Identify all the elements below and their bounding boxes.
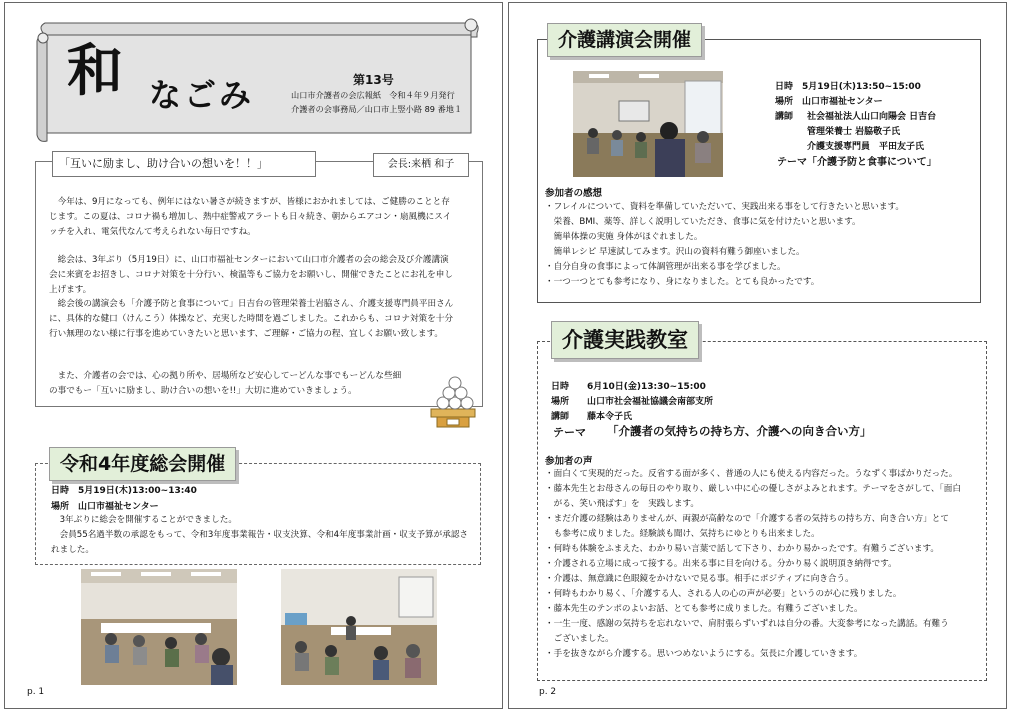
message-paragraph-1: 今年は、9月になっても、例年にはない暑さが続きますが、皆様におかれましては、ご健勝のことと存じます。この夏は、コロナ禍も増加し、熱中症警戒アラートも日々続き、朝からエアコン・扇風機にスイッチを入れ、電気代なんて考えられない毎日ですね。 <box>49 197 452 237</box>
practice-lecturer: 講師 藤本令子氏 <box>551 412 633 422</box>
message-paragraph-2: 総会は、3年ぶり（5月19日）に、山口市福祉センターにおいて山口市介護者の会の総会及び介護講演会に来賓をお招きし、コロナ対策を十分行い、検温等もご協力をお願いし、開催できたことにお礼を申し上げます。 <box>49 255 453 295</box>
lecture-lecturer-2: 管理栄養士 岩脇敬子氏 <box>807 127 901 137</box>
practice-date: 日時 6月10日(金)13:30~15:00 <box>551 382 706 392</box>
voice-item: ・一生一度、感謝の気持ちを忘れないで、肩肘張らずいずれは自分の番。大変参考になった講話。有難う <box>545 619 949 629</box>
voices-title: 参加者の声 <box>545 456 593 467</box>
logo-kanji: 和 <box>67 38 123 104</box>
voice-item: ございました。 <box>545 634 614 644</box>
lecture-date: 日時 5月19日(木)13:50~15:00 <box>775 82 921 92</box>
logo-kana: なごみ <box>149 76 255 114</box>
impression-item: 栄養、BMI、薬等、詳しく説明していただき、食事に気を付けたいと思います。 <box>545 217 861 227</box>
page-number-1: p. 1 <box>27 687 45 697</box>
lecture-lecturer-1: 社会福祉法人山口向陽会 日吉台 <box>807 112 937 122</box>
lecture-lecturer-label: 講師 <box>775 112 794 122</box>
voice-item: ・まだ介護の経験はありませんが、両親が高齢なので「介護する者の気持ちの持ち方、向き合い方」とて <box>545 514 949 524</box>
voice-item: ・介護は、無意識に色眼鏡をかけないで見る事。相手にポジティブに向き合う。 <box>545 574 854 584</box>
general-meeting-place: 場所 山口市福祉センター <box>51 502 159 512</box>
message-paragraph-4: また、介護者の会では、心の拠り所や、居場所など安心してーどんな事でもーどんな些細の事でもー「互いに励まし、助け合いの想いを!!」大切に進めていきましょう。 <box>49 371 402 396</box>
voice-item: ・何時もわかり易く、「介護する人、される人の心の声が必要」というのが心に残りました。 <box>545 589 902 599</box>
voice-item: ・藤本先生のテンポのよいお話、とても参考に成りました。有難うございました。 <box>545 604 863 614</box>
general-meeting-date: 日時 5月19日(木)13:00~13:40 <box>51 486 197 496</box>
practice-place: 場所 山口市社会福祉協議会南部支所 <box>551 397 714 407</box>
message-title: 「互いに励まし、助け合いの想いを！！」 <box>52 151 316 177</box>
practice-theme-label: テーマ <box>553 426 586 439</box>
publisher-line: 山口市介護者の会広報紙 令和４年９月発行 <box>291 90 455 100</box>
voice-item: がる、笑い飛ばす」を 実践します。 <box>545 499 700 509</box>
impression-item: 簡単レシピ 早速試してみます。沢山の資料有難う御座いました。 <box>545 247 805 257</box>
general-meeting-heading: 令和4年度総会開催 <box>49 447 236 481</box>
lecture-heading: 介護講演会開催 <box>547 23 702 57</box>
lecture-photo <box>573 71 723 177</box>
office-line: 介護者の会事務局／山口市上竪小路 89 番地１ <box>291 104 463 114</box>
general-meeting-photo-right <box>281 569 437 685</box>
message-author: 会長:来栖 和子 <box>373 153 469 177</box>
voice-item: ・何時も体験をふまえた、わかり易い言葉で話して下さり、わかり易かったです。有難うございます。 <box>545 544 939 554</box>
voices-list <box>545 467 981 662</box>
impression-item: 簡単体操の実施 身体がほぐれました。 <box>545 232 703 242</box>
practice-theme: 「介護者の気持ちの持ち方、介護への向き合い方」 <box>607 424 872 438</box>
impressions-list <box>545 200 975 290</box>
voice-item: ・面白くて実現的だった。反省する面が多く、普通の人にも使える内容だった。うなずく事ばかりだった。 <box>545 469 958 479</box>
lecture-lecturer-3: 介護支援専門員 平田友子氏 <box>807 142 925 152</box>
page-2 <box>508 2 1007 709</box>
issue-number: 第13号 <box>353 73 394 87</box>
voice-item: ・介護される立場に成って接する。出来る事に目を向ける。分かり易く説明頂き納得です。 <box>545 559 897 569</box>
page-number-2: p. 2 <box>539 687 557 697</box>
impression-item: ・フレイルについて、資料を準備していただいて、実践出来る事をして行きたいと思います。 <box>545 202 904 212</box>
voice-item: も参考に成りました。経験談も聞け、気持ちにゆとりも出来ました。 <box>545 529 820 539</box>
practice-heading: 介護実践教室 <box>551 321 699 359</box>
impression-item: ・一つ一つとても参考になり、身になりました。とても良かったです。 <box>545 277 820 287</box>
impression-item: ・自分自身の食事によって体調管理が出来る事を学びました。 <box>545 262 786 272</box>
tsukimi-dango-illustration <box>425 371 481 429</box>
voice-item: ・手を抜きながら介護する。思いつめないようにする。気長に介護していきます。 <box>545 649 863 659</box>
message-paragraph-3: 総会後の講演会も「介護予防と食事について」日吉台の管理栄養士岩脇さん、介護支援専門員平田さんに、具体的な健口（けんこう）体操など、充実した時間を過ごしました。これからも、コロナ対策を十分行い無理のない様に行事を進めていきたいと思います、ご理解・ご協力の程、宜しくお願い致します。 <box>49 299 454 339</box>
page-1 <box>4 2 503 709</box>
general-meeting-photo-left <box>81 569 237 685</box>
voice-item: ・藤本先生とお母さんの毎日のやり取り、厳しい中に心の優しさがよみとれます。テーマをさがして、「面白 <box>545 484 961 494</box>
lecture-theme: テーマ「介護予防と食事について」 <box>777 157 937 168</box>
lecture-place: 場所 山口市福祉センター <box>775 97 883 107</box>
impressions-title: 参加者の感想 <box>545 188 603 199</box>
general-meeting-body: 3年ぶりに総会を開催することができました。 会員55名過半数の承認をもって、令和3年度事業報告・収支決算、令和4年度事業計画・収支予算が承認されました。 <box>51 515 469 555</box>
